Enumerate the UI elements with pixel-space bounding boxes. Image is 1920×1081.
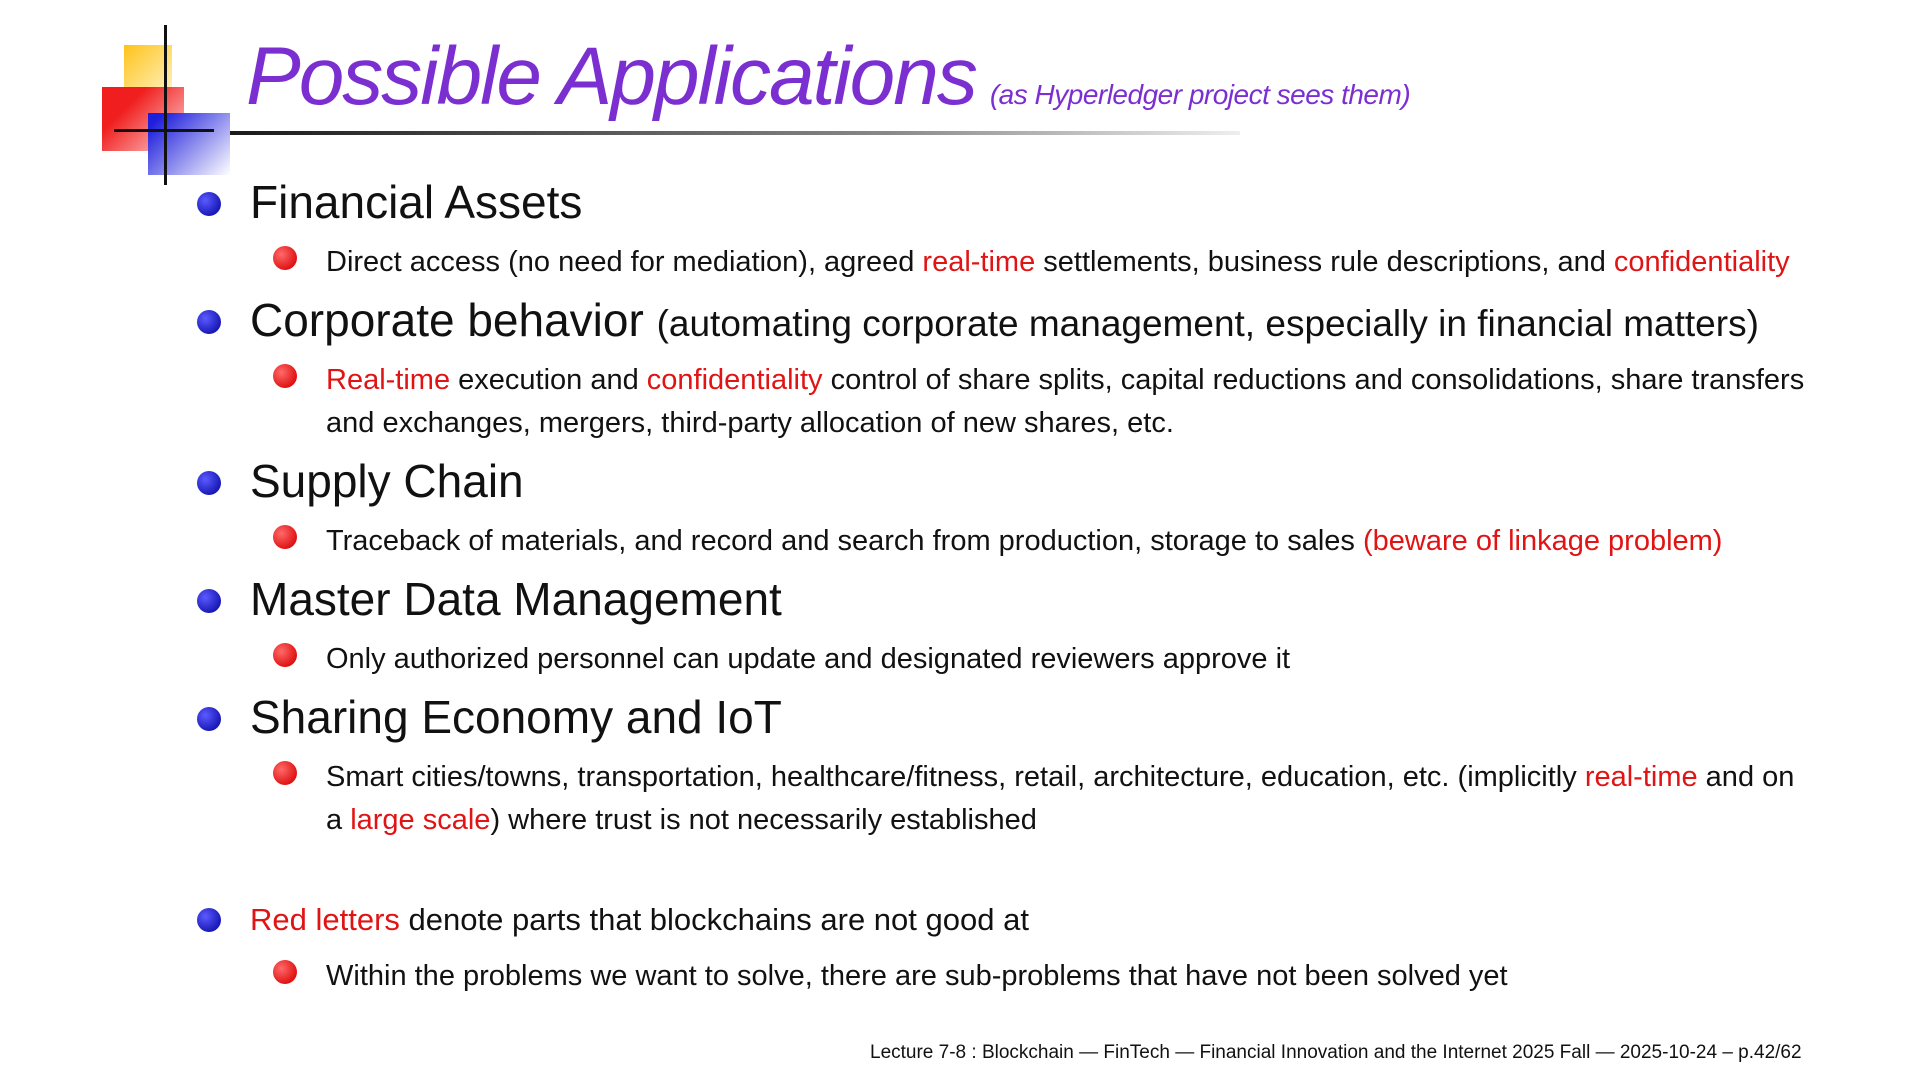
sub-bullet-dot-icon [273,960,297,984]
bullet-dot-icon [197,707,221,731]
slide-footer: Lecture 7-8 : Blockchain — FinTech — Financial Innovation and the Internet 2025 Fall — 2025-10-24 – p.42/62 [870,1042,1802,1063]
slide-title: Possible Applications (as Hyperledger project sees them) [246,31,1411,122]
bullet-dot-icon [197,192,221,216]
sub-bullet-text: Only authorized personnel can update and designated reviewers approve it [326,643,1291,675]
sub-bullet-text: Within the problems we want to solve, there are sub-problems that have not been solved yet [326,960,1508,992]
sub-bullet-dot-icon [273,525,297,549]
bullet-heading: Master Data Management [250,573,782,625]
sub-bullet-text: Smart cities/towns, transportation, healthcare/fitness, retail, architecture, education, etc. (implicitly real-time and on a large scale) where trust is not necessarily established [326,761,1795,836]
slide-logo [100,25,235,185]
sub-bullet-dot-icon [273,643,297,667]
sub-bullet-text: Direct access (no need for mediation), agreed real-time settlements, business rule descriptions, and confidentiality [326,246,1790,278]
sub-bullet-dot-icon [273,364,297,388]
sub-bullet-text: Real-time execution and confidentiality control of share splits, capital reductions and consolidations, share transfers and exchanges, mergers, third-party allocation of new shares, etc. [326,364,1805,439]
sub-bullet-text: Traceback of materials, and record and search from production, storage to sales (beware of linkage problem) [326,525,1723,557]
sub-bullet-dot-icon [273,246,297,270]
bullet-dot-icon [197,471,221,495]
bullet-heading: Sharing Economy and IoT [250,691,782,743]
sub-bullet-dot-icon [273,761,297,785]
slide-subtitle: (as Hyperledger project sees them) [989,79,1411,110]
bullet-heading: Financial Assets [250,176,583,228]
bullet-dot-icon [197,310,221,334]
bullet-heading: Supply Chain [250,455,524,507]
bullet-heading: Red letters denote parts that blockchains are not good at [250,902,1029,937]
bullet-dot-icon [197,908,221,932]
bullet-dot-icon [197,589,221,613]
bullet-heading: Corporate behavior (automating corporate management, especially in financial matters) [250,294,1759,346]
title-rule [230,131,1240,135]
